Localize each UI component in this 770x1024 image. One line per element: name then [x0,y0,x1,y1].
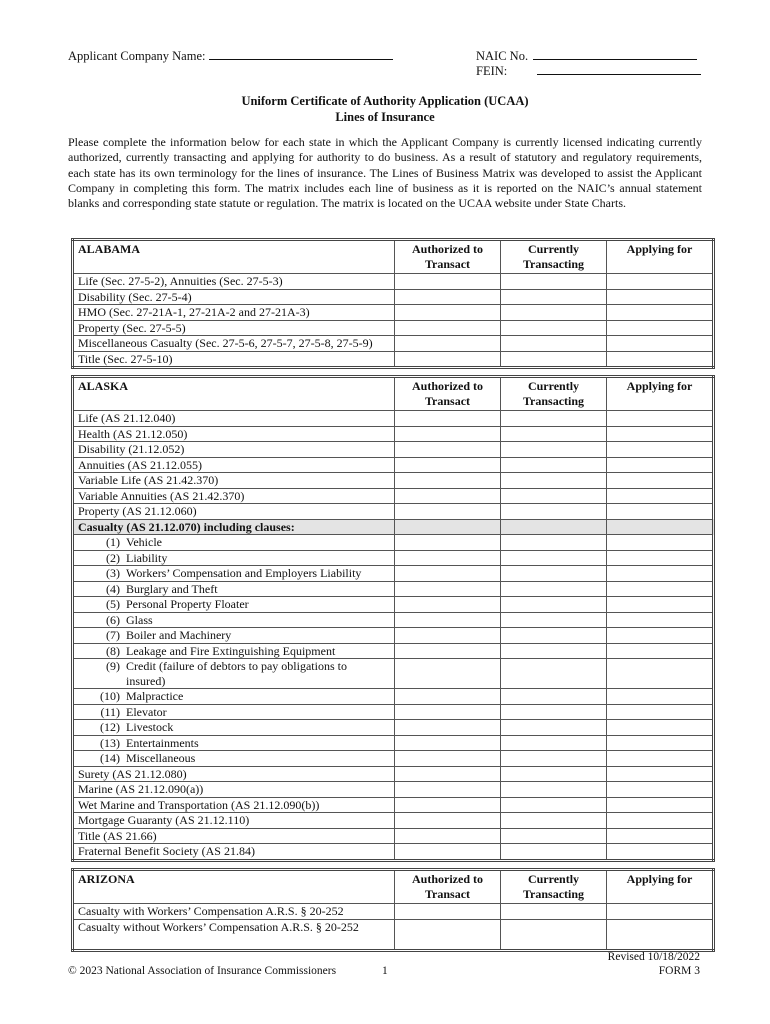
line-of-business-row [73,704,714,720]
transacting-checkbox-cell[interactable] [501,426,607,442]
authorized-checkbox-cell[interactable] [395,704,501,720]
line-of-business-row [73,782,714,798]
clause-number: (5) [106,597,120,611]
clause-number: (13) [100,735,120,750]
form-subtitle: Lines of Insurance [335,110,435,124]
authorized-checkbox-cell[interactable] [395,305,501,321]
authorized-checkbox-cell[interactable] [395,473,501,489]
clause-number: (11) [100,704,120,719]
line-of-business-label [73,535,395,551]
applying-checkbox-cell[interactable] [607,535,714,551]
transacting-checkbox-cell[interactable] [501,519,607,535]
authorized-checkbox-cell[interactable] [395,628,501,644]
clause-text: Entertainments [126,735,199,750]
line-of-business-label [73,751,395,767]
authorized-checkbox-cell[interactable] [395,904,501,920]
applying-checkbox-cell[interactable] [607,659,714,689]
clause-number: (8) [106,643,120,658]
transacting-checkbox-cell[interactable] [501,659,607,689]
applying-checkbox-cell[interactable] [607,581,714,597]
applying-checkbox-cell[interactable] [607,797,714,813]
arizona-table [71,868,715,952]
clause-text: Glass [126,612,153,627]
applying-checkbox-cell[interactable] [607,612,714,628]
transacting-checkbox-cell[interactable] [501,813,607,829]
authorized-checkbox-cell[interactable] [395,751,501,767]
applying-checkbox-cell[interactable] [607,720,714,736]
authorized-checkbox-cell[interactable] [395,519,501,535]
line-of-business-row [73,535,714,551]
transacting-checkbox-cell[interactable] [501,844,607,861]
line-of-business-row [73,289,714,305]
line-of-business-row [73,488,714,504]
applying-checkbox-cell[interactable] [607,628,714,644]
fein-field [476,63,701,79]
authorized-checkbox-cell[interactable] [395,689,501,705]
line-of-business-label [73,643,395,659]
applying-checkbox-cell[interactable] [607,426,714,442]
clause-text: Livestock [126,720,174,734]
authorized-checkbox-cell[interactable] [395,442,501,458]
line-of-business-row [73,844,714,861]
applying-checkbox-cell[interactable] [607,919,714,950]
clause-text: Elevator [126,704,167,719]
form-title: Uniform Certificate of Authority Application (UCAA) [241,94,529,108]
line-of-business-label: Variable Life (AS 21.42.370) [73,473,395,489]
clause-number: (14) [100,751,120,765]
authorized-checkbox-cell[interactable] [395,828,501,844]
line-of-business-row [73,919,714,950]
line-of-business-row [73,751,714,767]
authorized-checkbox-cell[interactable] [395,274,501,290]
naic-label: NAIC No. [476,49,529,63]
line-of-business-row [73,628,714,644]
transacting-checkbox-cell[interactable] [501,735,607,751]
naic-input[interactable] [533,48,697,60]
line-of-business-label [73,735,395,751]
applying-checkbox-cell[interactable] [607,305,714,321]
line-of-business-row [73,550,714,566]
instructions-paragraph: Please complete the information below for each state in which the Applicant Company is currently licensed indicating currently authorized, currently transacting and applying for authority to do business. As a result of statutory and regulatory requirements, each state has its own terminology for the lines of insurance. The Lines of Business Matrix was developed to assist the Applicant Company in completing this form. The matrix includes each line of business as it is reported on the NAIC’s annual statement blanks and corresponding state statute or regulation. The matrix is located on the UCAA website under State Charts. [68,135,702,211]
line-of-business-label: Title (AS 21.66) [73,828,395,844]
line-of-business-row [73,504,714,520]
column-authorized: Authorized to Transact [395,377,501,411]
line-of-business-row [73,828,714,844]
authorized-checkbox-cell[interactable] [395,597,501,613]
applying-checkbox-cell[interactable] [607,735,714,751]
transacting-checkbox-cell[interactable] [501,566,607,582]
transacting-checkbox-cell[interactable] [501,720,607,736]
authorized-checkbox-cell[interactable] [395,336,501,352]
clause-text: Leakage and Fire Extinguishing Equipment [126,643,336,658]
clause-text: Miscellaneous [126,751,196,765]
line-of-business-label: Casualty with Workers’ Compensation A.R.S. § 20-252 [73,904,395,920]
clause-number: (1) [106,535,120,549]
line-of-business-label: Disability (Sec. 27-5-4) [73,289,395,305]
authorized-checkbox-cell[interactable] [395,720,501,736]
transacting-checkbox-cell[interactable] [501,336,607,352]
transacting-checkbox-cell[interactable] [501,320,607,336]
applying-checkbox-cell[interactable] [607,904,714,920]
transacting-checkbox-cell[interactable] [501,919,607,950]
applying-checkbox-cell[interactable] [607,751,714,767]
line-of-business-row [73,411,714,427]
column-transacting: Currently Transacting [501,240,607,274]
applying-checkbox-cell[interactable] [607,504,714,520]
clause-text: Credit (failure of debtors to pay obligations to insured) [126,659,347,688]
transacting-checkbox-cell[interactable] [501,689,607,705]
transacting-checkbox-cell[interactable] [501,766,607,782]
line-of-business-label: Property (AS 21.12.060) [73,504,395,520]
line-of-business-row [73,813,714,829]
transacting-checkbox-cell[interactable] [501,411,607,427]
alaska-table [71,375,715,862]
clause-text: Boiler and Machinery [126,628,232,642]
applying-checkbox-cell[interactable] [607,704,714,720]
line-of-business-row [73,305,714,321]
authorized-checkbox-cell[interactable] [395,457,501,473]
line-of-business-label: Title (Sec. 27-5-10) [73,351,395,368]
line-of-business-label: Disability (21.12.052) [73,442,395,458]
line-of-business-label: Marine (AS 21.12.090(a)) [73,782,395,798]
applying-checkbox-cell[interactable] [607,689,714,705]
state-name: ALABAMA [73,240,395,274]
state-name: ALASKA [73,377,395,411]
line-of-business-row [73,904,714,920]
line-of-business-label: HMO (Sec. 27-21A-1, 27-21A-2 and 27-21A-3) [73,305,395,321]
authorized-checkbox-cell[interactable] [395,411,501,427]
column-applying: Applying for [607,377,714,411]
authorized-checkbox-cell[interactable] [395,426,501,442]
clause-text: Malpractice [126,689,184,703]
transacting-checkbox-cell[interactable] [501,473,607,489]
applying-checkbox-cell[interactable] [607,828,714,844]
state-name: ARIZONA [73,870,395,904]
line-of-business-label [73,581,395,597]
line-of-business-row [73,766,714,782]
line-of-business-row [73,797,714,813]
line-of-business-label [73,597,395,613]
transacting-checkbox-cell[interactable] [501,782,607,798]
clause-number: (6) [106,612,120,627]
transacting-checkbox-cell[interactable] [501,351,607,368]
applying-checkbox-cell[interactable] [607,411,714,427]
authorized-checkbox-cell[interactable] [395,782,501,798]
line-of-business-row [73,643,714,659]
line-of-business-row [73,597,714,613]
line-of-business-row [73,689,714,705]
line-of-business-label: Life (AS 21.12.040) [73,411,395,427]
applying-checkbox-cell[interactable] [607,519,714,535]
line-of-business-row [73,457,714,473]
line-of-business-row [73,581,714,597]
line-of-business-row [73,442,714,458]
fein-label: FEIN: [476,64,508,78]
transacting-checkbox-cell[interactable] [501,797,607,813]
line-of-business-label [73,704,395,720]
line-of-business-label: Casualty without Workers’ Compensation A.R.S. § 20-252 [73,919,395,950]
line-of-business-label: Fraternal Benefit Society (AS 21.84) [73,844,395,861]
line-of-business-row [73,720,714,736]
footer-form-number: FORM 3 [658,965,700,977]
line-of-business-label: Annuities (AS 21.12.055) [73,457,395,473]
transacting-checkbox-cell[interactable] [501,535,607,551]
line-of-business-label: Mortgage Guaranty (AS 21.12.110) [73,813,395,829]
applying-checkbox-cell[interactable] [607,473,714,489]
authorized-checkbox-cell[interactable] [395,566,501,582]
authorized-checkbox-cell[interactable] [395,659,501,689]
clause-number: (2) [106,550,120,565]
column-transacting: Currently Transacting [501,377,607,411]
applicant-company-label: Applicant Company Name: [68,49,206,63]
line-of-business-label [73,612,395,628]
transacting-checkbox-cell[interactable] [501,904,607,920]
transacting-checkbox-cell[interactable] [501,504,607,520]
transacting-checkbox-cell[interactable] [501,457,607,473]
line-of-business-row [73,735,714,751]
transacting-checkbox-cell[interactable] [501,305,607,321]
applying-checkbox-cell[interactable] [607,488,714,504]
clause-number: (12) [100,720,120,734]
column-transacting: Currently Transacting [501,870,607,904]
authorized-checkbox-cell[interactable] [395,351,501,368]
column-authorized: Authorized to Transact [395,870,501,904]
line-of-business-label [73,566,395,582]
line-of-business-label [73,659,395,689]
authorized-checkbox-cell[interactable] [395,289,501,305]
line-of-business-label: Wet Marine and Transportation (AS 21.12.090(b)) [73,797,395,813]
footer-page-number: 1 [382,965,388,977]
line-of-business-row [73,274,714,290]
transacting-checkbox-cell[interactable] [501,442,607,458]
clause-number: (10) [100,689,120,703]
authorized-checkbox-cell[interactable] [395,488,501,504]
line-of-business-label: Casualty (AS 21.12.070) including clauses: [73,519,395,535]
clause-number: (3) [106,566,120,580]
clause-text: Burglary and Theft [126,581,218,596]
footer-revised: Revised 10/18/2022 [607,951,700,963]
applying-checkbox-cell[interactable] [607,289,714,305]
clause-text: Vehicle [126,535,162,549]
clause-text: Liability [126,550,168,565]
column-applying: Applying for [607,870,714,904]
applying-checkbox-cell[interactable] [607,320,714,336]
authorized-checkbox-cell[interactable] [395,612,501,628]
applying-checkbox-cell[interactable] [607,766,714,782]
transacting-checkbox-cell[interactable] [501,581,607,597]
line-of-business-row [73,659,714,689]
naic-field [476,48,697,64]
line-of-business-label: Property (Sec. 27-5-5) [73,320,395,336]
authorized-checkbox-cell[interactable] [395,766,501,782]
applicant-company-field [68,48,393,64]
footer-copyright: © 2023 National Association of Insurance Commissioners [68,965,337,977]
line-of-business-label [73,720,395,736]
authorized-checkbox-cell[interactable] [395,320,501,336]
line-of-business-label: Health (AS 21.12.050) [73,426,395,442]
transacting-checkbox-cell[interactable] [501,612,607,628]
authorized-checkbox-cell[interactable] [395,504,501,520]
column-authorized: Authorized to Transact [395,240,501,274]
line-of-business-row [73,473,714,489]
applying-checkbox-cell[interactable] [607,782,714,798]
line-of-business-label [73,550,395,566]
transacting-checkbox-cell[interactable] [501,704,607,720]
authorized-checkbox-cell[interactable] [395,735,501,751]
line-of-business-row [73,351,714,368]
line-of-business-label: Variable Annuities (AS 21.42.370) [73,488,395,504]
line-of-business-label [73,628,395,644]
clause-text: Personal Property Floater [126,597,249,611]
authorized-checkbox-cell[interactable] [395,550,501,566]
transacting-checkbox-cell[interactable] [501,488,607,504]
transacting-checkbox-cell[interactable] [501,643,607,659]
authorized-checkbox-cell[interactable] [395,844,501,861]
line-of-business-row [73,320,714,336]
authorized-checkbox-cell[interactable] [395,535,501,551]
line-of-business-row [73,336,714,352]
applicant-company-input[interactable] [209,48,393,60]
applying-checkbox-cell[interactable] [607,844,714,861]
applying-checkbox-cell[interactable] [607,442,714,458]
applying-checkbox-cell[interactable] [607,597,714,613]
line-of-business-label: Surety (AS 21.12.080) [73,766,395,782]
applying-checkbox-cell[interactable] [607,457,714,473]
column-applying: Applying for [607,240,714,274]
clause-number: (7) [106,628,120,642]
applying-checkbox-cell[interactable] [607,643,714,659]
fein-input[interactable] [537,63,701,75]
applying-checkbox-cell[interactable] [607,274,714,290]
alabama-table [71,238,715,369]
clause-text: Workers’ Compensation and Employers Liability [126,566,362,580]
applying-checkbox-cell[interactable] [607,813,714,829]
authorized-checkbox-cell[interactable] [395,581,501,597]
clause-number: (9) [106,659,120,673]
transacting-checkbox-cell[interactable] [501,289,607,305]
applying-checkbox-cell[interactable] [607,351,714,368]
line-of-business-row [73,612,714,628]
line-of-business-label: Life (Sec. 27-5-2), Annuities (Sec. 27-5-3) [73,274,395,290]
line-of-business-row [73,426,714,442]
clause-number: (4) [106,581,120,596]
transacting-checkbox-cell[interactable] [501,628,607,644]
line-of-business-row [73,566,714,582]
line-of-business-row [73,519,714,535]
authorized-checkbox-cell[interactable] [395,919,501,950]
transacting-checkbox-cell[interactable] [501,597,607,613]
authorized-checkbox-cell[interactable] [395,797,501,813]
authorized-checkbox-cell[interactable] [395,643,501,659]
applying-checkbox-cell[interactable] [607,550,714,566]
transacting-checkbox-cell[interactable] [501,828,607,844]
transacting-checkbox-cell[interactable] [501,550,607,566]
transacting-checkbox-cell[interactable] [501,751,607,767]
applying-checkbox-cell[interactable] [607,336,714,352]
transacting-checkbox-cell[interactable] [501,274,607,290]
authorized-checkbox-cell[interactable] [395,813,501,829]
applying-checkbox-cell[interactable] [607,566,714,582]
line-of-business-label: Miscellaneous Casualty (Sec. 27-5-6, 27-5-7, 27-5-8, 27-5-9) [73,336,395,352]
line-of-business-label [73,689,395,705]
